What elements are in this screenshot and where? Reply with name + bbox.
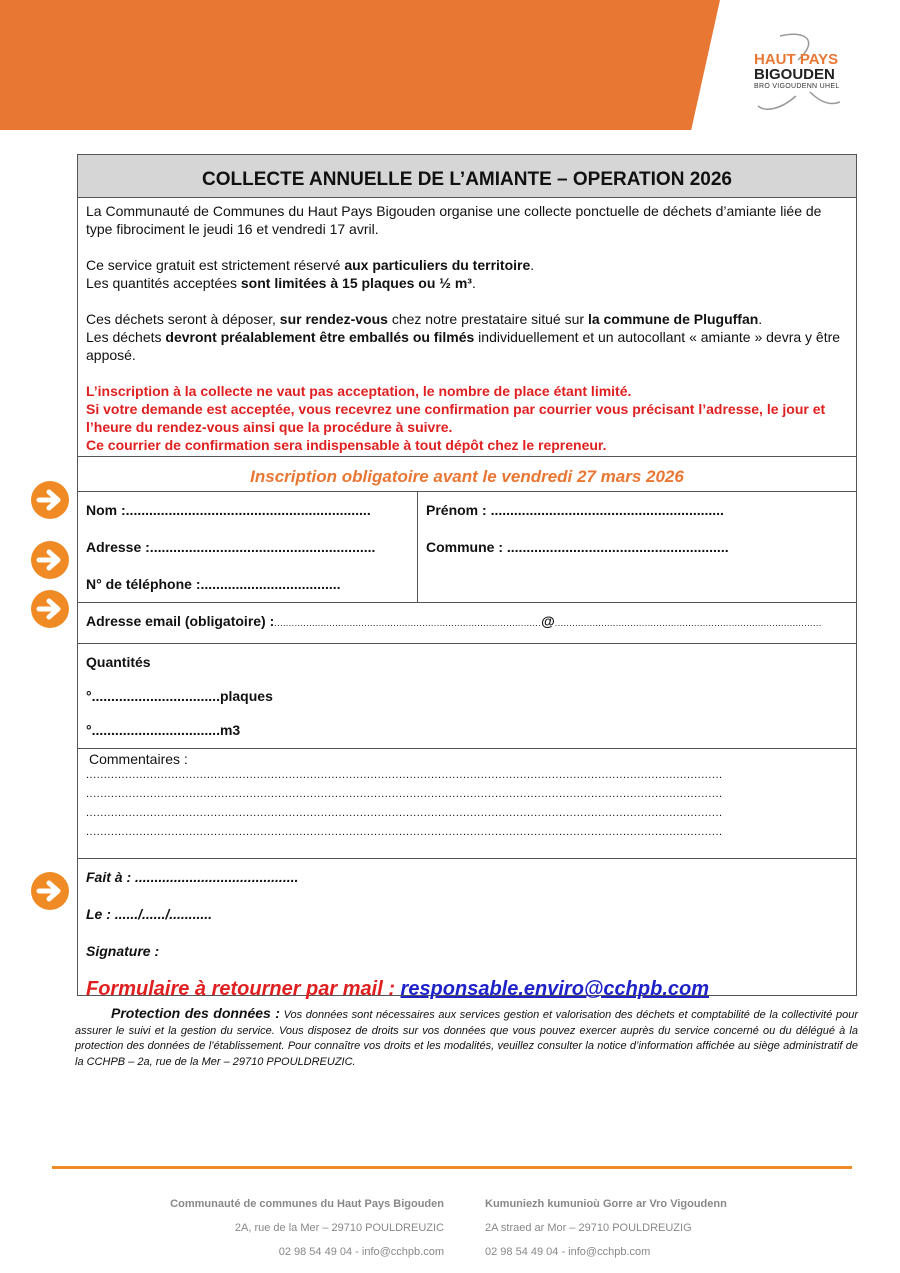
arrow-right-icon: [31, 590, 69, 628]
footer-right-contact: 02 98 54 49 04 - info@cchpb.com: [485, 1246, 651, 1258]
intro-paragraph-5: Les déchets devront préalablement être emballés ou filmés individuellement et un autocollant « amiante » devra y être apposé.: [86, 329, 841, 363]
footer-divider: [52, 1166, 852, 1169]
footer-left: [170, 1192, 444, 1264]
return-instruction: Formulaire à retourner par mail : responsable.enviro@cchpb.com: [86, 978, 710, 1000]
plaques-field[interactable]: °.................................plaques: [86, 688, 273, 704]
commune-field[interactable]: Commune : .........................................................: [426, 539, 729, 555]
intro-paragraph-4: Ces déchets seront à déposer, sur rendez-vous chez notre prestataire situé sur la commune de Pluguffan.: [86, 311, 763, 327]
quantities-label: Quantités: [86, 654, 151, 670]
privacy-notice: [75, 1006, 858, 1070]
comment-line[interactable]: ...................................................................................................................................................................................: [86, 826, 723, 838]
m3-field[interactable]: °.................................m3: [86, 722, 241, 738]
arrow-right-icon: [31, 872, 69, 910]
intro-section: [78, 198, 856, 457]
arrow-right-icon: [31, 481, 69, 519]
return-email-link[interactable]: responsable.enviro@cchpb.com: [400, 978, 710, 1000]
telephone-field[interactable]: N° de téléphone :....................................: [86, 576, 341, 592]
deadline-notice: Inscription obligatoire avant le vendredi 27 mars 2026: [78, 457, 856, 492]
warning-line-2: Si votre demande est acceptée, vous recevrez une confirmation par courrier vous précisant l’adresse, le jour et l’heure du rendez-vous ainsi que la procédure à suivre.: [86, 401, 826, 435]
form-title: COLLECTE ANNUELLE DE L’AMIANTE – OPERATION 2026: [78, 155, 856, 198]
warning-line-3: Ce courrier de confirmation sera indispensable à tout dépôt chez le repreneur.: [86, 437, 607, 453]
header-banner: [0, 0, 720, 130]
footer-right-address: 2A straed ar Mor – 29710 POULDREUZIG: [485, 1222, 692, 1234]
logo-line-1: HAUT PAYS: [754, 51, 839, 68]
privacy-text: Vos données sont nécessaires aux services gestion et valorisation des déchets et comptabilité de la collectivité pour assurer le suivi et la gestion du service. Vous disposez de droits sur vos données que vous pouvez exercer auprès du service concerné ou du délégué à la protection des données de l’établissement. Pour connaître vos droits et les modalités, veuillez consulter la notice d’information affichée au siège administratif de la CCHPB – 2a, rue de la Mer – 29710 PPOULDREUZIC.: [75, 1009, 858, 1068]
haut-pays-bigouden-logo: [750, 30, 850, 120]
quantities-section: [78, 644, 856, 749]
privacy-heading: Protection des données :: [111, 1005, 280, 1021]
email-label: Adresse email (obligatoire) :: [86, 613, 275, 629]
prenom-field[interactable]: Prénom : ............................................................: [426, 502, 724, 518]
comments-label: Commentaires :: [89, 751, 188, 767]
warning-line-1: L’inscription à la collecte ne vaut pas acceptation, le nombre de place étant limité.: [86, 383, 632, 399]
intro-paragraph-2: Ce service gratuit est strictement réservé aux particuliers du territoire.: [86, 257, 535, 273]
intro-paragraph-3: Les quantités acceptées sont limitées à 15 plaques ou ½ m³.: [86, 275, 476, 291]
nom-field[interactable]: Nom :...............................................................: [86, 502, 371, 518]
signature-section: [78, 859, 856, 1000]
comments-section[interactable]: [78, 749, 856, 859]
adresse-field[interactable]: Adresse :..........................................................: [86, 539, 376, 555]
intro-paragraph-1: La Communauté de Communes du Haut Pays Bigouden organise une collecte ponctuelle de déchets d’amiante liée de type fibrociment le jeudi 16 et vendredi 17 avril.: [86, 203, 822, 237]
comment-line[interactable]: ...................................................................................................................................................................................: [86, 788, 723, 800]
logo-line-3: BRO VIGOUDENN UHEL: [754, 83, 840, 90]
signature-field[interactable]: Signature :: [86, 943, 160, 959]
footer-right-name: Kumuniezh kumunioù Gorre ar Vro Vigoudenn: [485, 1198, 727, 1210]
comment-line[interactable]: ...................................................................................................................................................................................: [86, 769, 723, 781]
footer-left-contact: 02 98 54 49 04 - info@cchpb.com: [278, 1246, 444, 1258]
comment-line[interactable]: ...................................................................................................................................................................................: [86, 807, 723, 819]
email-field[interactable]: Adresse email (obligatoire) :............................................................................................@............................................................................................: [78, 603, 856, 644]
identity-section: [78, 492, 856, 603]
fait-a-field[interactable]: Fait à : ..........................................: [86, 869, 299, 885]
date-field[interactable]: Le : ....../....../...........: [86, 906, 213, 922]
logo-line-2: BIGOUDEN: [754, 66, 835, 83]
arrow-right-icon: [31, 541, 69, 579]
footer-left-address: 2A, rue de la Mer – 29710 POULDREUZIC: [234, 1222, 444, 1234]
registration-form: [77, 154, 857, 1000]
footer-right: [485, 1192, 727, 1264]
footer-left-name: Communauté de communes du Haut Pays Bigouden: [170, 1198, 444, 1210]
